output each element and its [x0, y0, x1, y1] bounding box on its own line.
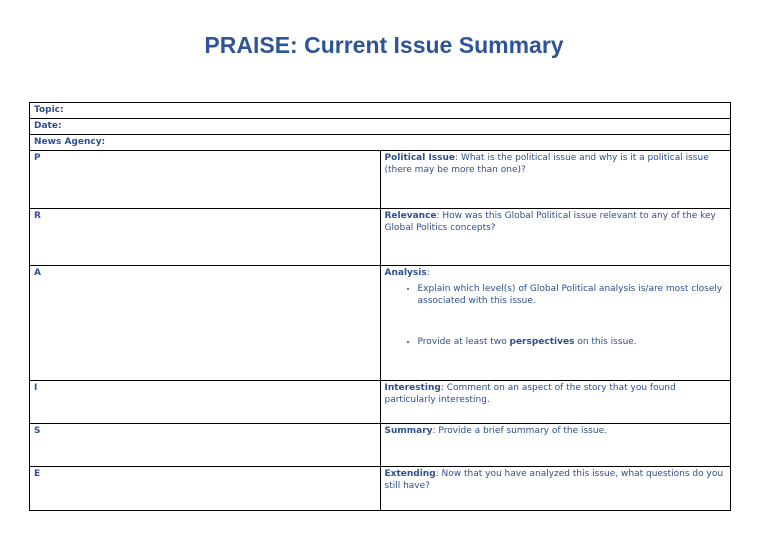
- analysis-colon: :: [426, 268, 430, 278]
- analysis-row: [30, 266, 731, 381]
- news-agency-row: [30, 135, 731, 151]
- letter-a: A: [30, 266, 381, 381]
- analysis-heading: Analysis: [384, 268, 427, 278]
- interesting-heading: Interesting: [384, 383, 441, 393]
- date-label: Date:: [30, 119, 731, 135]
- letter-r: R: [30, 209, 381, 266]
- analysis-bullet-list: [385, 283, 727, 348]
- date-row: [30, 119, 731, 135]
- political-issue-prompt: : What is the political issue and why is it a political issue (there may be more than one)?: [384, 153, 709, 175]
- relevance-heading: Relevance: [384, 211, 437, 221]
- analysis-bullet-perspectives-post: on this issue.: [574, 337, 637, 347]
- letter-p: P: [30, 151, 381, 209]
- news-agency-label: News Agency:: [30, 135, 731, 151]
- political-issue-row: [30, 151, 731, 209]
- extending-prompt: : Now that you have analyzed this issue, what questions do you still have?: [384, 469, 724, 491]
- topic-row: [30, 103, 731, 119]
- analysis-bullet-levels: • Explain which level(s) of Global Political analysis is/are most closely associated with this issue.: [418, 283, 727, 307]
- analysis-bullet-perspectives: [418, 336, 727, 348]
- summary-heading: Summary: [384, 426, 433, 436]
- summary-cell[interactable]: [380, 424, 731, 467]
- page-title: PRAISE: Current Issue Summary: [204, 32, 564, 58]
- letter-e: E: [30, 467, 381, 511]
- extending-cell[interactable]: [380, 467, 731, 511]
- relevance-prompt: : How was this Global Political issue relevant to any of the key Global Politics concepts?: [384, 211, 716, 233]
- letter-s: S: [30, 424, 381, 467]
- interesting-prompt: : Comment on an aspect of the story that you found particularly interesting.: [384, 383, 676, 405]
- political-issue-cell[interactable]: [380, 151, 731, 209]
- analysis-bullet-perspectives-bold: perspectives: [509, 337, 575, 347]
- interesting-row: [30, 381, 731, 424]
- analysis-bullet-perspectives-pre: Provide at least two: [417, 337, 510, 347]
- topic-label: Topic:: [30, 103, 731, 119]
- interesting-cell[interactable]: [380, 381, 731, 424]
- extending-row: [30, 467, 731, 511]
- summary-prompt: : Provide a brief summary of the issue.: [432, 426, 607, 436]
- relevance-cell[interactable]: [380, 209, 731, 266]
- extending-heading: Extending: [384, 469, 436, 479]
- analysis-cell[interactable]: [380, 266, 731, 381]
- political-issue-heading: Political Issue: [384, 153, 456, 163]
- praise-table: [29, 102, 731, 511]
- letter-i: I: [30, 381, 381, 424]
- relevance-row: [30, 209, 731, 266]
- summary-row: [30, 424, 731, 467]
